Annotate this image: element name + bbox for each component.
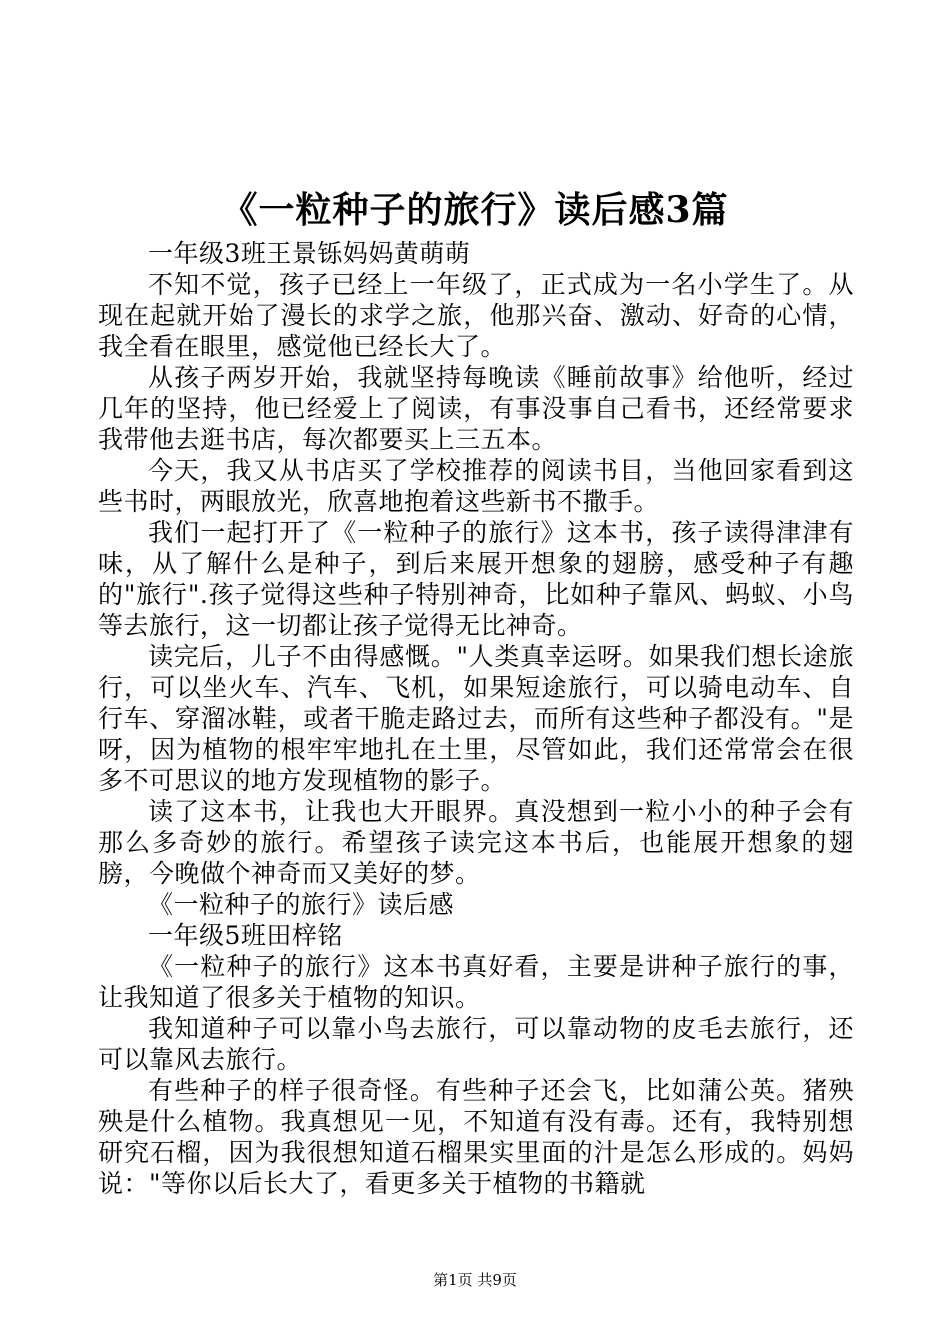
section-heading: 《一粒种子的旅行》读后感 bbox=[148, 890, 455, 919]
paragraph: 不知不觉，孩子已经上一年级了，正式成为一名小学生了。从现在起就开始了漫长的求学之旅，他那兴奋、激动、好奇的心情，我全看在眼里，感觉他已经长大了。 bbox=[98, 270, 854, 361]
document-body bbox=[98, 238, 854, 1199]
paragraph: 《一粒种子的旅行》这本书真好看，主要是讲种子旅行的事，让我知道了很多关于植物的知识。 bbox=[98, 952, 854, 1012]
paragraph: 有些种子的样子很奇怪。有些种子还会飞，比如蒲公英。猪殃殃是什么植物。我真想见一见，不知道有没有毒。还有，我特别想研究石榴，因为我很想知道石榴果实里面的汁是怎么形成的。妈妈说："等你以后长大了，看更多关于植物的书籍就 bbox=[98, 1076, 854, 1198]
author-line: 一年级5班田梓铭 bbox=[148, 921, 343, 950]
paragraph: 从孩子两岁开始，我就坚持每晚读《睡前故事》给他听，经过几年的坚持，他已经爱上了阅读，有事没事自己看书，还经常要求我带他去逛书店，每次都要买上三五本。 bbox=[98, 363, 854, 454]
paragraph: 读了这本书，让我也大开眼界。真没想到一粒小小的种子会有那么多奇妙的旅行。希望孩子读完这本书后，也能展开想象的翅膀，今晚做个神奇而又美好的梦。 bbox=[98, 797, 854, 888]
paragraph: 我们一起打开了《一粒种子的旅行》这本书，孩子读得津津有味，从了解什么是种子，到后来展开想象的翅膀，感受种子有趣的"旅行".孩子觉得这些种子特别神奇，比如种子靠风、蚂蚁、小鸟等去旅行，这一切都让孩子觉得无比神奇。 bbox=[98, 518, 854, 640]
paragraph: 读完后，儿子不由得感慨。"人类真幸运呀。如果我们想长途旅行，可以坐火车、汽车、飞机，如果短途旅行，可以骑电动车、自行车、穿溜冰鞋，或者干脆走路过去，而所有这些种子都没有。"是呀，因为植物的根牢牢地扎在土里，尽管如此，我们还常常会在很多不可思议的地方发现植物的影子。 bbox=[98, 642, 854, 795]
page-footer: 第1页 共9页 bbox=[433, 1271, 517, 1289]
author-line: 一年级3班王景铄妈妈黄萌萌 bbox=[148, 239, 471, 268]
paragraph: 我知道种子可以靠小鸟去旅行，可以靠动物的皮毛去旅行，还可以靠风去旅行。 bbox=[98, 1014, 854, 1074]
document-title: 《一粒种子的旅行》读后感3篇 bbox=[221, 189, 729, 231]
paragraph: 今天，我又从书店买了学校推荐的阅读书目，当他回家看到这些书时，两眼放光，欣喜地抱着这些新书不撒手。 bbox=[98, 456, 854, 516]
